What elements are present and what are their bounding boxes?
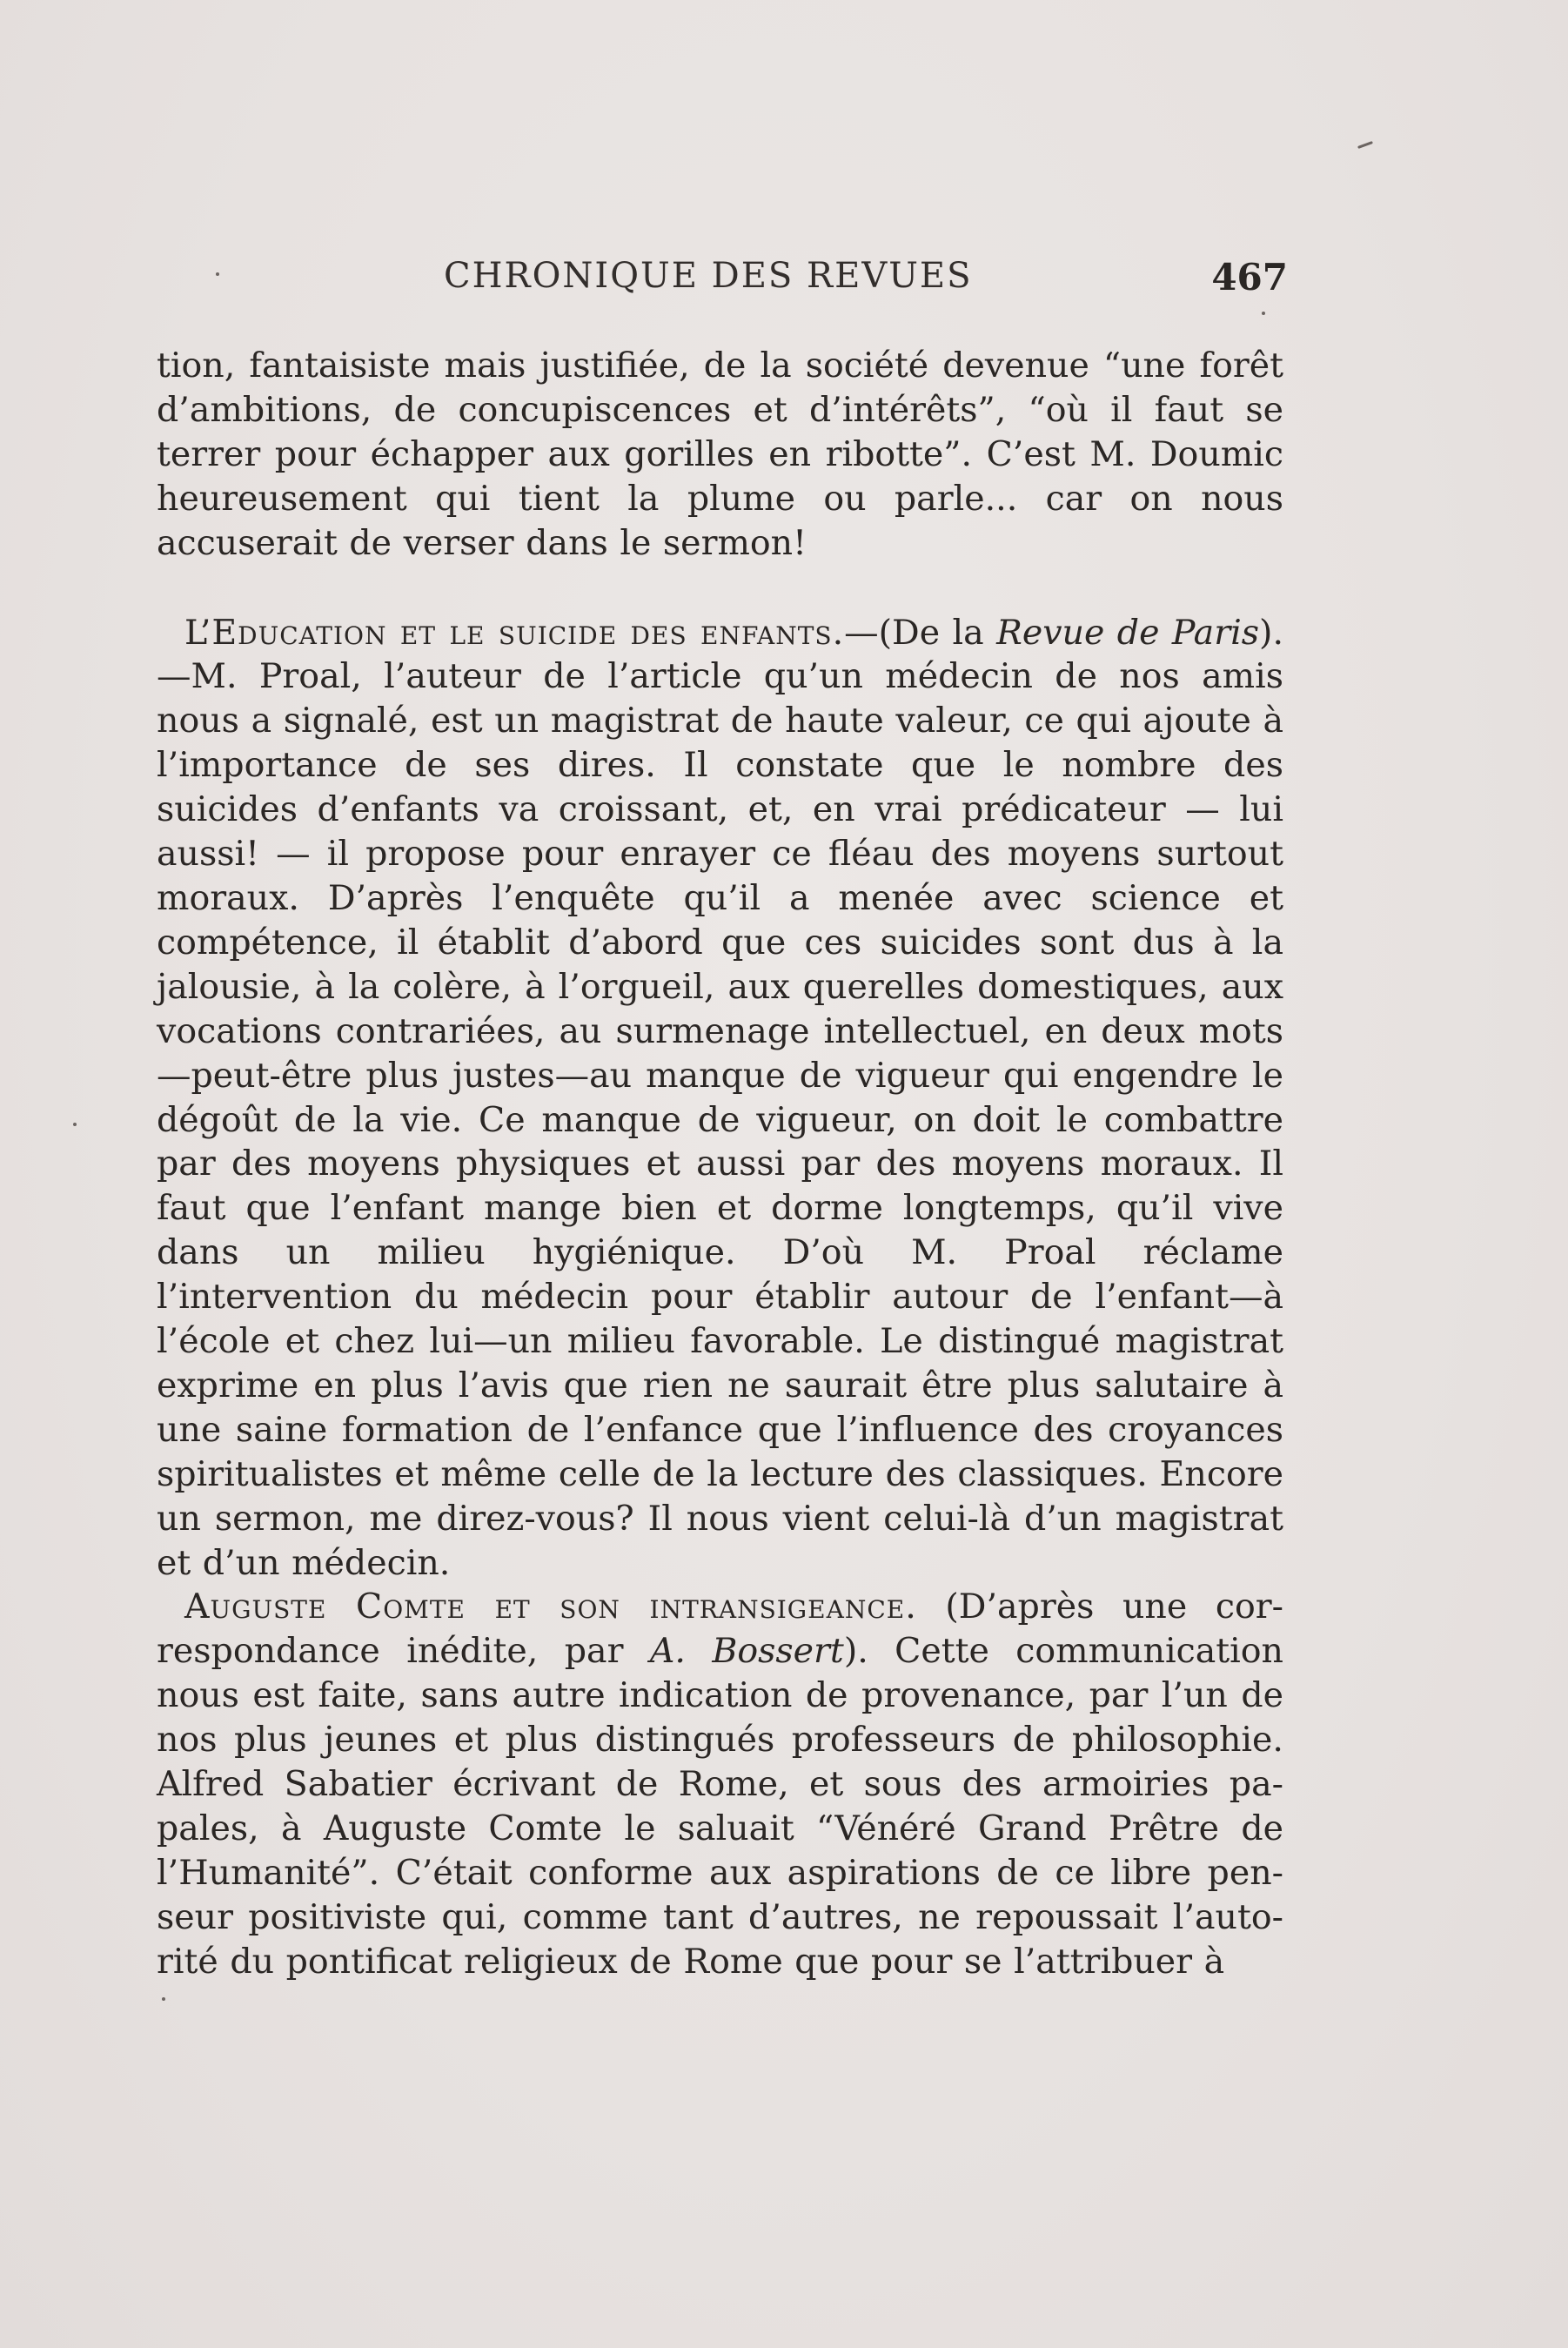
paragraph-auguste-comte [157,1585,1283,1983]
paper-speck [1357,141,1373,149]
section-heading-comte: Auguste Comte et son intransigeance. [184,1587,917,1627]
source-title: Revue de Paris [996,612,1260,653]
section-heading-education: L’Education et le suicide des enfants. [184,612,845,653]
running-head [157,252,1288,305]
paper-speck [216,272,219,276]
source-author: A. Bossert [649,1631,844,1672]
body-text [157,344,1283,1984]
paragraph-education-suicide [157,611,1283,1586]
paragraph-body: ). Cette communication nous est faite, sans autre indication de provenance, par l’un de nos plus jeunes et plus distingués professeurs de philosophie. Alfred Sabatier écrivant de Rome, et sous des armoiries papales, à Auguste Comte le saluait “Vénéré Grand Prêtre de l’Humanité”. C’était conforme aux aspirations de ce libre penseur positiviste qui, comme tant d’autres, ne repoussait l’autorité du pontificat religieux de Rome que pour se l’attribuer à [157,1631,1283,1982]
running-title: CHRONIQUE DES REVUES [444,256,973,296]
source-open: —(De la [844,612,997,653]
source-open: (D’après une correspondance inédite, par [157,1587,1283,1672]
page-number: 467 [1211,256,1288,299]
paper-speck [1262,312,1265,315]
paragraph-continuation: tion, fantaisiste mais justifiée, de la société devenue “une forêt d’ambitions, de concupiscences et d’intérêts”, “où il faut se terrer pour échapper aux gorilles en ribotte”. C’est M. Doumic heureusement qui tient la plume ou parle... car on nous accuserait de verser dans le sermon! [157,345,1283,563]
paragraph-body: ).—M. Proal, l’auteur de l’article qu’un médecin de nos amis nous a signalé, est un magistrat de haute valeur, ce qui ajoute à l’importance de ses dires. Il constate que le nombre des suicides d’enfants va croissant, et, en vrai prédicateur — lui aussi! — il propose pour enrayer ce fléau des moyens surtout moraux. D’après l’enquête qu’il a menée avec science et compétence, il établit d’abord que ces suicides sont dus à la jalousie, à la colère, à l’orgueil, aux querelles domestiques, aux vocations contrariées, au surmenage intellectuel, en deux mots—peut-être plus justes—au manque de vigueur qui engendre le dégoût de la vie. Ce manque de vigueur, on doit le combattre par des moyens physiques et aussi par des moyens moraux. Il faut que l’enfant mange bien et dorme longtemps, qu’il vive dans un milieu hygiénique. D’où M. Proal réclame l’intervention du médecin pour établir autour de l’enfant—à l’école et chez lui—un milieu favorable. Le distingué magistrat exprime en plus l’avis que rien ne saurait être plus salutaire à une saine formation de l’enfance que l’influence des croyances spiritualistes et même celle de la lecture des classiques. Encore un sermon, me direz-vous? Il nous vient celui-là d’un magistrat et d’un médecin. [157,612,1283,1583]
paper-speck [162,1997,165,2001]
paper-speck [73,1123,77,1126]
